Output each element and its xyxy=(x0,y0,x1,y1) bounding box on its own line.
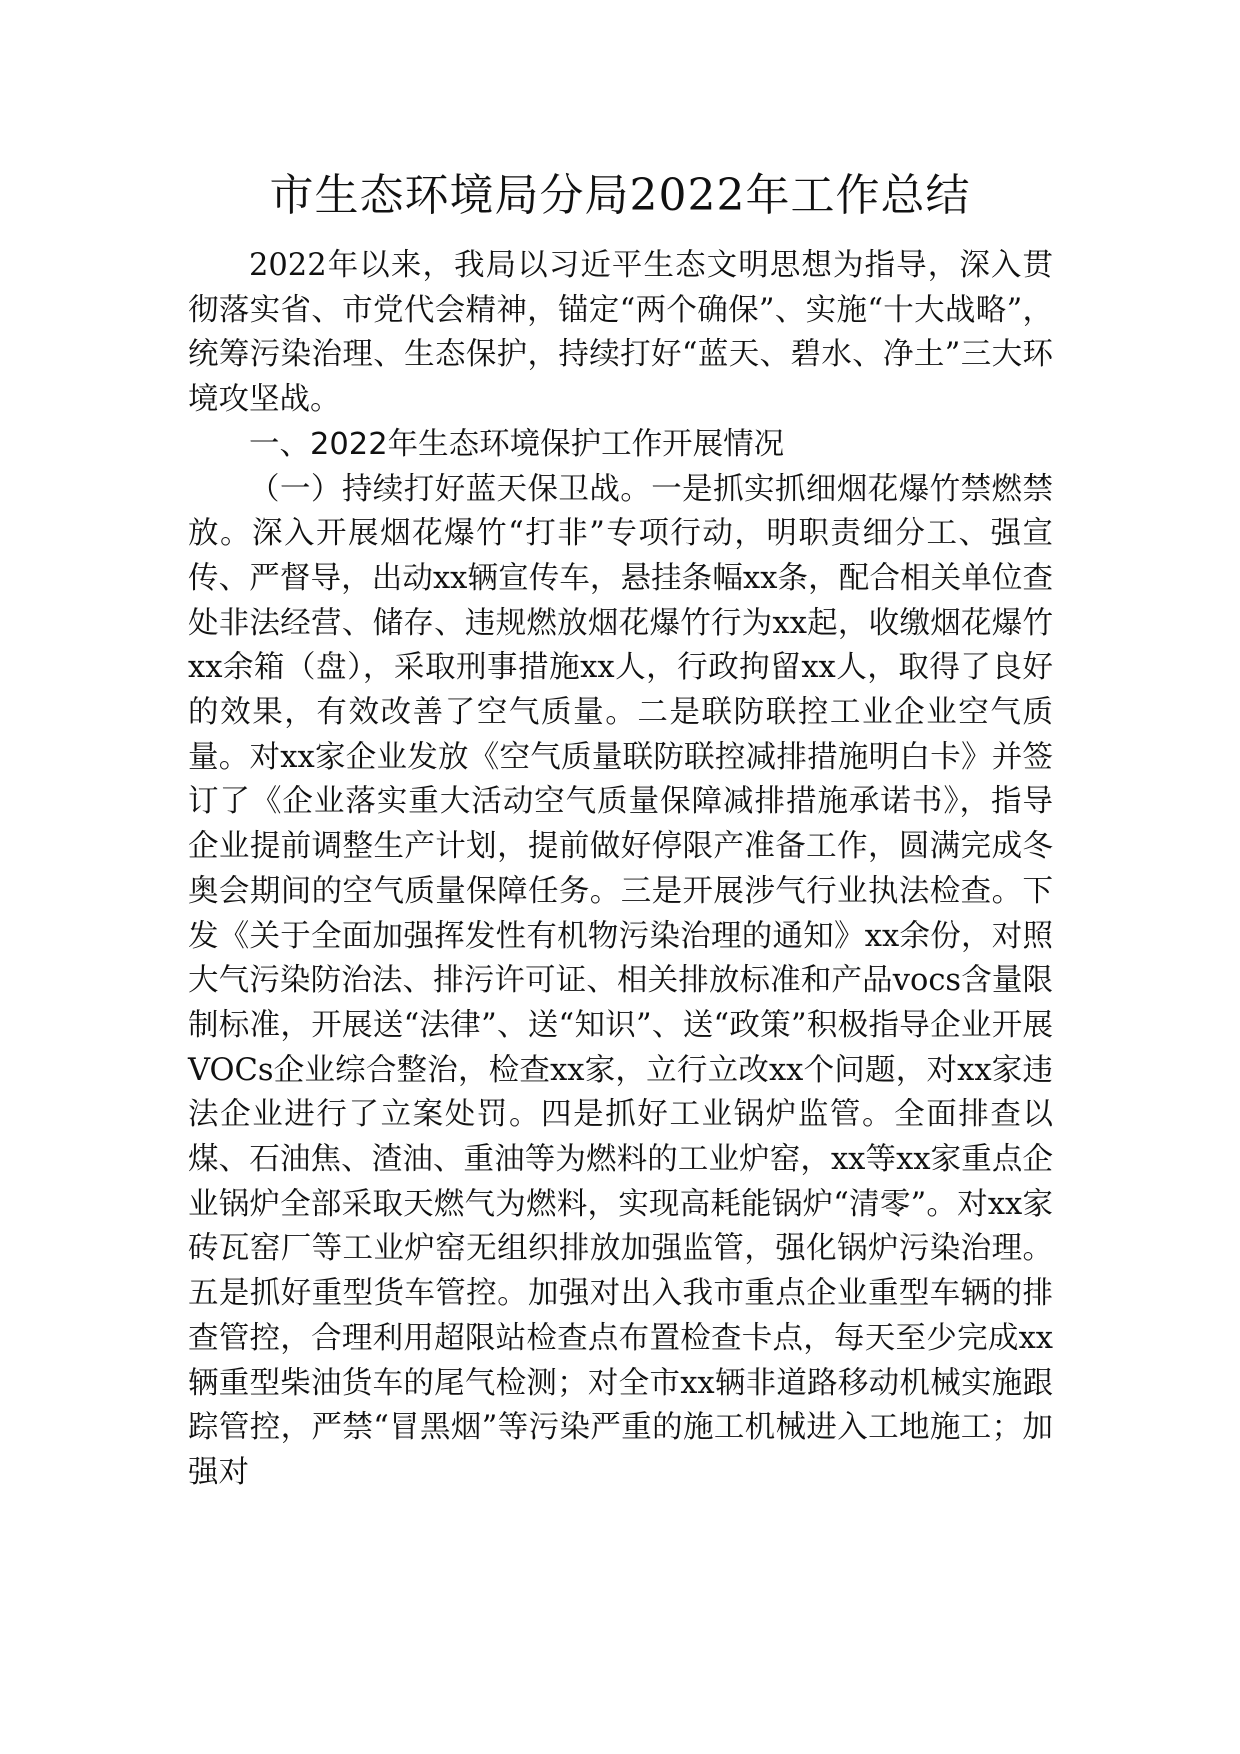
blue-sky-paragraph: （一）持续打好蓝天保卫战。一是抓实抓细烟花爆竹禁燃禁放。深入开展烟花爆竹“打非”专项行动，明职责细分工、强宣传、严督导，出动xx辆宣传车，悬挂条幅xx条，配合相关单位查处非法经营、储存、违规燃放烟花爆竹行为xx起，收缴烟花爆竹xx余箱（盘），采取刑事措施xx人，行政拘留xx人，取得了良好的效果，有效改善了空气质量。二是联防联控工业企业空气质量。对xx家企业发放《空气质量联防联控减排措施明白卡》并签订了《企业落实重大活动空气质量保障减排措施承诺书》，指导企业提前调整生产计划，提前做好停限产准备工作，圆满完成冬奥会期间的空气质量保障任务。三是开展涉气行业执法检查。下发《关于全面加强挥发性有机物污染治理的通知》xx余份，对照大气污染防治法、排污许可证、相关排放标准和产品vocs含量限制标准，开展送“法律”、送“知识”、送“政策”积极指导企业开展VOCs企业综合整治，检查xx家，立行立改xx个问题，对xx家违法企业进行了立案处罚。四是抓好工业锅炉监管。全面排查以煤、石油焦、渣油、重油等为燃料的工业炉窑，xx等xx家重点企业锅炉全部采取天燃气为燃料，实现高耗能锅炉“清零”。对xx家砖瓦窑厂等工业炉窑无组织排放加强监管，强化锅炉污染治理。五是抓好重型货车管控。加强对出入我市重点企业重型车辆的排查管控，合理利用超限站检查点布置检查卡点，每天至少完成xx辆重型柴油货车的尾气检测；对全市xx辆非道路移动机械实施跟踪管控，严禁“冒黑烟”等污染严重的施工机械进入工地施工；加强对 xyxy=(188,471,1053,1490)
document-body xyxy=(188,244,1053,1496)
document-title: 市生态环境局分局2022年工作总结 xyxy=(269,170,971,221)
intro-paragraph: 2022年以来，我局以习近平生态文明思想为指导，深入贯彻落实省、市党代会精神，锚定“两个确保”、实施“十大战略”，统筹污染治理、生态保护，持续打好“蓝天、碧水、净土”三大环境攻坚战。 xyxy=(188,248,1053,418)
section-heading-1: 一、2022年生态环境保护工作开展情况 xyxy=(249,426,785,462)
